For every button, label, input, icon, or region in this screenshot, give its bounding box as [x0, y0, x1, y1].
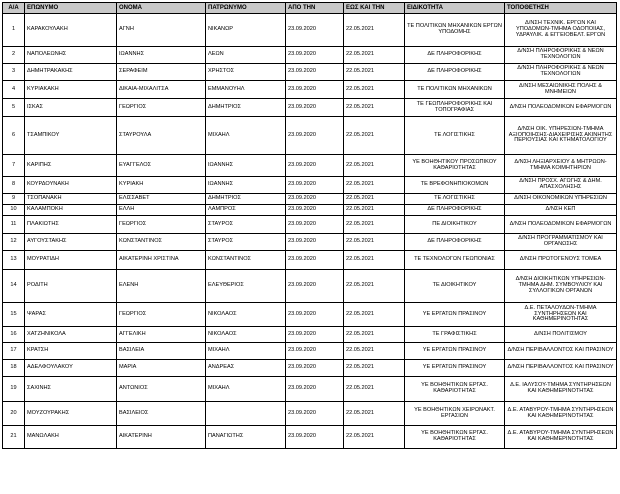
table-header-row — [3, 3, 617, 14]
row-from-date: 23.09.2020 — [286, 205, 344, 216]
row-from-date: 23.09.2020 — [286, 194, 344, 205]
row-specialty: ΤΕ ΓΡΑΦΙΣΤΙΚΗΣ — [405, 327, 505, 343]
row-from-date: 23.09.2020 — [286, 64, 344, 81]
table-row — [3, 343, 617, 360]
row-number: 15 — [3, 303, 25, 327]
row-placement: Δ/ΝΣΗ ΠΡΟΣΧ. ΑΓΩΓΗΣ & ΔΗΜ. ΑΠΑΣΧΟΛΗΣΗΣ — [505, 177, 617, 194]
document-sheet — [2, 2, 618, 492]
row-number: 4 — [3, 81, 25, 99]
row-specialty: ΔΕ ΠΛΗΡΟΦΟΡΙΚΗΣ — [405, 64, 505, 81]
row-name: ΒΑΣΙΛΕΙΑ — [117, 343, 206, 360]
row-specialty: ΤΕ ΠΟΛΙΤΙΚΩΝ ΜΗΧΑΝΙΚΩΝ — [405, 81, 505, 99]
row-from-date: 23.09.2020 — [286, 216, 344, 234]
row-placement: Δ/ΝΣΗ ΜΕΣΑΙΩΝΙΚΗΣ ΠΟΛΗΣ & ΜΝΗΜΕΙΩΝ — [505, 81, 617, 99]
table-row — [3, 81, 617, 99]
header-to-date: ΕΩΣ ΚΑΙ ΤΗΝ — [344, 3, 405, 14]
row-from-date: 23.09.2020 — [286, 377, 344, 402]
row-father-name — [206, 402, 286, 426]
row-father-name: ΜΙΧΑΗΛ — [206, 377, 286, 402]
row-specialty: ΔΕ ΠΛΗΡΟΦΟΡΙΚΗΣ — [405, 205, 505, 216]
row-placement: Δ.Ε. ΑΤΑΒΥΡΟΥ-ΤΜΗΜΑ ΣΥΝΤΗΡΗΣΕΩΝ ΚΑΙ ΚΑΘΗΜΕΡΙΝΟΤΗΤΑΣ — [505, 426, 617, 449]
header-placement: ΤΟΠΟΘΕΤΗΣΗ — [505, 3, 617, 14]
row-name: ΑΙΚΑΤΕΡΙΝΗ — [117, 426, 206, 449]
header-number: Α/Α — [3, 3, 25, 14]
row-father-name: ΧΡΗΣΤΟΣ — [206, 64, 286, 81]
row-specialty: ΥΕ ΒΟΗΘΗΤΙΚΩΝ ΕΡΓΑΣ. ΚΑΘΑΡΙΟΤΗΤΑΣ — [405, 377, 505, 402]
table-row — [3, 117, 617, 155]
table-row — [3, 205, 617, 216]
row-placement: Δ/ΝΣΗ ΠΡΩΤΟΓΕΝΟΥΣ ΤΟΜΕΑ — [505, 251, 617, 270]
staff-placement-table — [2, 2, 617, 449]
row-number: 12 — [3, 234, 25, 251]
row-specialty: ΥΕ ΕΡΓΑΤΩΝ ΠΡΑΣΙΝΟΥ — [405, 343, 505, 360]
row-surname: ΤΣΑΜΠΙΚΟΥ — [25, 117, 117, 155]
row-name: ΓΕΩΡΓΙΟΣ — [117, 216, 206, 234]
row-surname: ΙΣΚΑΣ — [25, 99, 117, 117]
row-number: 18 — [3, 360, 25, 377]
row-placement: Δ/ΝΣΗ ΔΙΟΙΚΗΤΙΚΩΝ ΥΠΗΡΕΣΙΩΝ-ΤΜΗΜΑ ΔΗΜ. ΣΥΜΒΟΥΛΙΟΥ ΚΑΙ ΣΥΛΛΟΓΙΚΩΝ ΟΡΓΑΝΩΝ — [505, 270, 617, 303]
row-to-date: 22.05.2021 — [344, 99, 405, 117]
row-to-date: 22.05.2021 — [344, 426, 405, 449]
table-row — [3, 251, 617, 270]
row-surname: ΑΔΕΛΦΟΥΛΑΚΟΥ — [25, 360, 117, 377]
table-row — [3, 270, 617, 303]
row-from-date: 23.09.2020 — [286, 81, 344, 99]
row-number: 10 — [3, 205, 25, 216]
row-from-date: 23.09.2020 — [286, 402, 344, 426]
row-number: 17 — [3, 343, 25, 360]
row-father-name: ΣΤΑΥΡΟΣ — [206, 216, 286, 234]
row-placement: Δ/ΝΣΗ ΠΛΗΡΟΦΟΡΙΚΗΣ & ΝΕΩΝ ΤΕΧΝΟΛΟΓΙΩΝ — [505, 64, 617, 81]
table-row — [3, 377, 617, 402]
table-row — [3, 99, 617, 117]
row-father-name: ΕΜΜΑΝΟΥΗΛ — [206, 81, 286, 99]
row-from-date: 23.09.2020 — [286, 360, 344, 377]
row-placement: Δ/ΝΣΗ ΛΗΞΙΑΡΧΕΙΟΥ & ΜΗΤΡΩΩΝ-ΤΜΗΜΑ ΚΟΙΜΗΤΗΡΙΩΝ — [505, 155, 617, 177]
row-to-date: 22.05.2021 — [344, 270, 405, 303]
row-number: 13 — [3, 251, 25, 270]
row-specialty: ΥΕ ΕΡΓΑΤΩΝ ΠΡΑΣΙΝΟΥ — [405, 303, 505, 327]
table-row — [3, 14, 617, 47]
row-father-name: ΝΙΚΟΛΑΟΣ — [206, 303, 286, 327]
row-to-date: 22.05.2021 — [344, 194, 405, 205]
row-specialty: ΥΕ ΕΡΓΑΤΩΝ ΠΡΑΣΙΝΟΥ — [405, 360, 505, 377]
row-surname: ΚΑΡΑΚΟΥΛΑΚΗ — [25, 14, 117, 47]
row-name: ΕΛΙΣΣΑΒΕΤ — [117, 194, 206, 205]
row-specialty: ΤΕ ΛΟΓΙΣΤΙΚΗΣ — [405, 117, 505, 155]
row-number: 6 — [3, 117, 25, 155]
row-name: ΑΝΤΩΝΙΟΣ — [117, 377, 206, 402]
row-from-date: 23.09.2020 — [286, 99, 344, 117]
row-father-name: ΠΑΝΑΓΙΩΤΗΣ — [206, 426, 286, 449]
row-name: ΔΙΚΑΙΑ-ΜΙΧΑΛΙΤΣΑ — [117, 81, 206, 99]
row-father-name: ΛΕΩΝ — [206, 47, 286, 64]
table-row — [3, 64, 617, 81]
row-placement: Δ/ΝΣΗ ΠΟΛΕΟΔΟΜΙΚΩΝ ΕΦΑΡΜΟΓΩΝ — [505, 99, 617, 117]
row-number: 7 — [3, 155, 25, 177]
row-father-name: ΔΗΜΗΤΡΙΟΣ — [206, 194, 286, 205]
row-placement: Δ/ΝΣΗ ΤΕΧΝΙΚ. ΕΡΓΩΝ ΚΑΙ ΥΠΟΔΟΜΩΝ-ΤΜΗΜΑ ΟΔΟΠΟΙΙΑΣ, ΥΔΡΑΥΛΙΚ. & ΕΓΓΕΙΟΒΕΛΤ. ΕΡΓΩΝ — [505, 14, 617, 47]
row-surname: ΧΑΤΖΗΝΙΚΟΛΑ — [25, 327, 117, 343]
row-specialty: ΥΕ ΒΟΗΘΗΤΙΚΟΥ ΠΡΟΣΩΠΙΚΟΥ ΚΑΘΑΡΙΟΤΗΤΑΣ — [405, 155, 505, 177]
row-name: ΕΥΑΓΓΕΛΟΣ — [117, 155, 206, 177]
row-to-date: 22.05.2021 — [344, 177, 405, 194]
row-father-name: ΝΙΚΑΝΩΡ — [206, 14, 286, 47]
row-name: ΑΓΝΗ — [117, 14, 206, 47]
row-name: ΒΑΣΙΛΕΙΟΣ — [117, 402, 206, 426]
row-to-date: 22.05.2021 — [344, 81, 405, 99]
row-placement: Δ/ΝΣΗ ΚΕΠ — [505, 205, 617, 216]
row-number: 14 — [3, 270, 25, 303]
row-name: ΑΓΓΕΛΙΚΗ — [117, 327, 206, 343]
row-number: 2 — [3, 47, 25, 64]
row-name: ΚΥΡΙΑΚΗ — [117, 177, 206, 194]
row-surname: ΚΑΡΙΠΗΣ — [25, 155, 117, 177]
row-to-date: 22.05.2021 — [344, 402, 405, 426]
row-placement: Δ/ΝΣΗ ΟΙΚΟΝΟΜΙΚΩΝ ΥΠΗΡΕΣΙΩΝ — [505, 194, 617, 205]
row-surname: ΠΛΑΚΙΩΤΗΣ — [25, 216, 117, 234]
header-name: ΟΝΟΜΑ — [117, 3, 206, 14]
row-surname: ΜΟΥΖΟΥΡΑΚΗΣ — [25, 402, 117, 426]
row-father-name: ΛΑΜΠΡΟΣ — [206, 205, 286, 216]
row-to-date: 22.05.2021 — [344, 303, 405, 327]
row-to-date: 22.05.2021 — [344, 117, 405, 155]
row-surname: ΚΥΡΙΑΚΑΚΗ — [25, 81, 117, 99]
table-row — [3, 216, 617, 234]
table-row — [3, 327, 617, 343]
header-surname: ΕΠΩΝΥΜΟ — [25, 3, 117, 14]
row-father-name: ΜΙΧΑΗΛ — [206, 343, 286, 360]
row-father-name: ΜΙΧΑΗΛ — [206, 117, 286, 155]
row-from-date: 23.09.2020 — [286, 426, 344, 449]
row-number: 19 — [3, 377, 25, 402]
row-from-date: 23.09.2020 — [286, 155, 344, 177]
row-from-date: 23.09.2020 — [286, 303, 344, 327]
row-surname: ΡΟΔΙΤΗ — [25, 270, 117, 303]
row-surname: ΣΑΧΙΝΗΣ — [25, 377, 117, 402]
row-to-date: 22.05.2021 — [344, 205, 405, 216]
row-from-date: 23.09.2020 — [286, 177, 344, 194]
row-placement: Δ/ΝΣΗ ΠΕΡΙΒΑΛΛΟΝΤΟΣ ΚΑΙ ΠΡΑΣΙΝΟΥ — [505, 343, 617, 360]
row-number: 5 — [3, 99, 25, 117]
row-surname: ΑΥΓΟΥΣΤΑΚΗΣ — [25, 234, 117, 251]
row-name: ΜΑΡΙΑ — [117, 360, 206, 377]
row-specialty: ΤΕ ΤΕΧΝΟΛΟΓΩΝ ΓΕΩΠΟΝΙΑΣ — [405, 251, 505, 270]
row-from-date: 23.09.2020 — [286, 117, 344, 155]
row-surname: ΜΟΥΡΑΤΙΔΗ — [25, 251, 117, 270]
table-row — [3, 47, 617, 64]
row-number: 1 — [3, 14, 25, 47]
row-number: 16 — [3, 327, 25, 343]
row-placement: Δ.Ε. ΠΕΤΑΛΟΥΔΩΝ-ΤΜΗΜΑ ΣΥΝΤΗΡΗΣΕΩΝ ΚΑΙ ΚΑΘΗΜΕΡΙΝΟΤΗΤΑΣ — [505, 303, 617, 327]
row-specialty: ΔΕ ΠΛΗΡΟΦΟΡΙΚΗΣ — [405, 234, 505, 251]
row-name: ΣΕΡΑΦΕΙΜ — [117, 64, 206, 81]
row-placement: Δ.Ε. ΑΤΑΒΥΡΟΥ-ΤΜΗΜΑ ΣΥΝΤΗΡΗΣΕΩΝ ΚΑΙ ΚΑΘΗΜΕΡΙΝΟΤΗΤΑΣ — [505, 402, 617, 426]
row-father-name: ΙΩΑΝΝΗΣ — [206, 155, 286, 177]
row-number: 20 — [3, 402, 25, 426]
header-specialty: ΕΙΔΙΚΟΤΗΤΑ — [405, 3, 505, 14]
row-to-date: 22.05.2021 — [344, 343, 405, 360]
row-placement: Δ/ΝΣΗ ΠΟΛΕΟΔΟΜΙΚΩΝ ΕΦΑΡΜΟΓΩΝ — [505, 216, 617, 234]
row-placement: Δ/ΝΣΗ ΠΛΗΡΟΦΟΡΙΚΗΣ & ΝΕΩΝ ΤΕΧΝΟΛΟΓΙΩΝ — [505, 47, 617, 64]
row-to-date: 22.05.2021 — [344, 47, 405, 64]
row-from-date: 23.09.2020 — [286, 343, 344, 360]
row-name: ΙΩΑΝΝΗΣ — [117, 47, 206, 64]
row-father-name: ΕΛΕΥΘΕΡΙΟΣ — [206, 270, 286, 303]
row-surname: ΝΑΠΟΛΕΩΝΗΣ — [25, 47, 117, 64]
table-row — [3, 177, 617, 194]
row-father-name: ΣΤΑΥΡΟΣ — [206, 234, 286, 251]
row-name: ΣΤΑΥΡΟΥΛΑ — [117, 117, 206, 155]
row-father-name: ΝΙΚΟΛΑΟΣ — [206, 327, 286, 343]
row-to-date: 22.05.2021 — [344, 251, 405, 270]
row-name: ΚΩΝΣΤΑΝΤΙΝΟΣ — [117, 234, 206, 251]
row-specialty: ΤΕ ΛΟΓΙΣΤΙΚΗΣ — [405, 194, 505, 205]
row-name: ΓΕΩΡΓΙΟΣ — [117, 99, 206, 117]
row-number: 21 — [3, 426, 25, 449]
table-row — [3, 234, 617, 251]
table-row — [3, 402, 617, 426]
table-row — [3, 303, 617, 327]
row-specialty: ΤΕ ΠΟΛΙΤΙΚΩΝ ΜΗΧΑΝΙΚΩΝ ΕΡΓΩΝ ΥΠΟΔΟΜΗΣ — [405, 14, 505, 47]
table-row — [3, 155, 617, 177]
row-specialty: ΤΕ ΒΡΕΦΟΝΗΠΙΟΚΟΜΩΝ — [405, 177, 505, 194]
row-number: 9 — [3, 194, 25, 205]
row-placement: Δ/ΝΣΗ ΠΕΡΙΒΑΛΛΟΝΤΟΣ ΚΑΙ ΠΡΑΣΙΝΟΥ — [505, 360, 617, 377]
table-row — [3, 360, 617, 377]
row-from-date: 23.09.2020 — [286, 327, 344, 343]
row-surname: ΜΑΝΩΛΑΚΗ — [25, 426, 117, 449]
row-number: 8 — [3, 177, 25, 194]
row-placement: Δ/ΝΣΗ ΟΙΚ. ΥΠΗΡΕΣΙΩΝ-ΤΜΗΜΑ ΑΞΙΟΠΟΙΗΣΗΣ-ΔΙΑΧΕΙΡΙΣΗΣ ΑΚΙΝΗΤΗΣ ΠΕΡΙΟΥΣΙΑΣ ΚΑΙ ΚΤΗΜΑΤΟΛΟΓΙΟΥ — [505, 117, 617, 155]
row-name: ΕΛΕΝΗ — [117, 270, 206, 303]
row-from-date: 23.09.2020 — [286, 251, 344, 270]
row-to-date: 22.05.2021 — [344, 216, 405, 234]
row-to-date: 22.05.2021 — [344, 14, 405, 47]
row-placement: Δ.Ε. ΙΑΛΥΣΟΥ-ΤΜΗΜΑ ΣΥΝΤΗΡΗΣΕΩΝ ΚΑΙ ΚΑΘΗΜΕΡΙΝΟΤΗΤΑΣ — [505, 377, 617, 402]
row-father-name: ΙΩΑΝΝΗΣ — [206, 177, 286, 194]
row-number: 11 — [3, 216, 25, 234]
row-number: 3 — [3, 64, 25, 81]
row-to-date: 22.05.2021 — [344, 377, 405, 402]
row-to-date: 22.05.2021 — [344, 360, 405, 377]
row-name: ΓΕΩΡΓΙΟΣ — [117, 303, 206, 327]
row-from-date: 23.09.2020 — [286, 270, 344, 303]
header-from-date: ΑΠΟ ΤΗΝ — [286, 3, 344, 14]
table-row — [3, 194, 617, 205]
row-specialty: ΥΕ ΒΟΗΘΗΤΙΚΩΝ ΧΕΙΡΩΝΑΚΤ. ΕΡΓΑΣΙΩΝ — [405, 402, 505, 426]
row-specialty: ΔΕ ΠΛΗΡΟΦΟΡΙΚΗΣ — [405, 47, 505, 64]
row-specialty: ΤΕ ΓΕΩΠΛΗΡΟΦΟΡΙΚΗΣ ΚΑΙ ΤΟΠΟΓΡΑΦΙΑΣ — [405, 99, 505, 117]
row-surname: ΚΟΥΡΔΟΥΝΑΚΗ — [25, 177, 117, 194]
row-surname: ΔΗΜΗΤΡΑΚΑΚΗΣ — [25, 64, 117, 81]
row-from-date: 23.09.2020 — [286, 234, 344, 251]
row-name: ΕΛΛΗ — [117, 205, 206, 216]
row-from-date: 23.09.2020 — [286, 14, 344, 47]
row-to-date: 22.05.2021 — [344, 327, 405, 343]
row-surname: ΨΑΡΑΣ — [25, 303, 117, 327]
row-father-name: ΔΗΜΗΤΡΙΟΣ — [206, 99, 286, 117]
row-from-date: 23.09.2020 — [286, 47, 344, 64]
row-to-date: 22.05.2021 — [344, 155, 405, 177]
header-father-name: ΠΑΤΡΩΝΥΜΟ — [206, 3, 286, 14]
row-surname: ΤΣΟΠΑΝΑΚΗ — [25, 194, 117, 205]
row-to-date: 22.05.2021 — [344, 234, 405, 251]
row-placement: Δ/ΝΣΗ ΠΡΟΓΡΑΜΜΑΤΙΣΜΟΥ ΚΑΙ ΟΡΓΑΝΩΣΗΣ — [505, 234, 617, 251]
row-surname: ΚΡΑΤΣΗ — [25, 343, 117, 360]
row-father-name: ΑΝΔΡΕΑΣ — [206, 360, 286, 377]
row-specialty: ΥΕ ΒΟΗΘΗΤΙΚΩΝ ΕΡΓΑΣ. ΚΑΘΑΡΙΟΤΗΤΑΣ — [405, 426, 505, 449]
table-row — [3, 426, 617, 449]
row-father-name: ΚΩΝΣΤΑΝΤΙΝΟΣ — [206, 251, 286, 270]
row-to-date: 22.05.2021 — [344, 64, 405, 81]
row-specialty: ΤΕ ΔΙΟΙΚΗΤΙΚΟΥ — [405, 270, 505, 303]
row-placement: Δ/ΝΣΗ ΠΟΛΙΤΙΣΜΟΥ — [505, 327, 617, 343]
row-name: ΑΙΚΑΤΕΡΙΝΗ ΧΡΙΣΤΙΝΑ — [117, 251, 206, 270]
row-surname: ΚΑΛΑΜΠΟΚΗ — [25, 205, 117, 216]
row-specialty: ΠΕ ΔΙΟΙΚΗΤΙΚΟΥ — [405, 216, 505, 234]
